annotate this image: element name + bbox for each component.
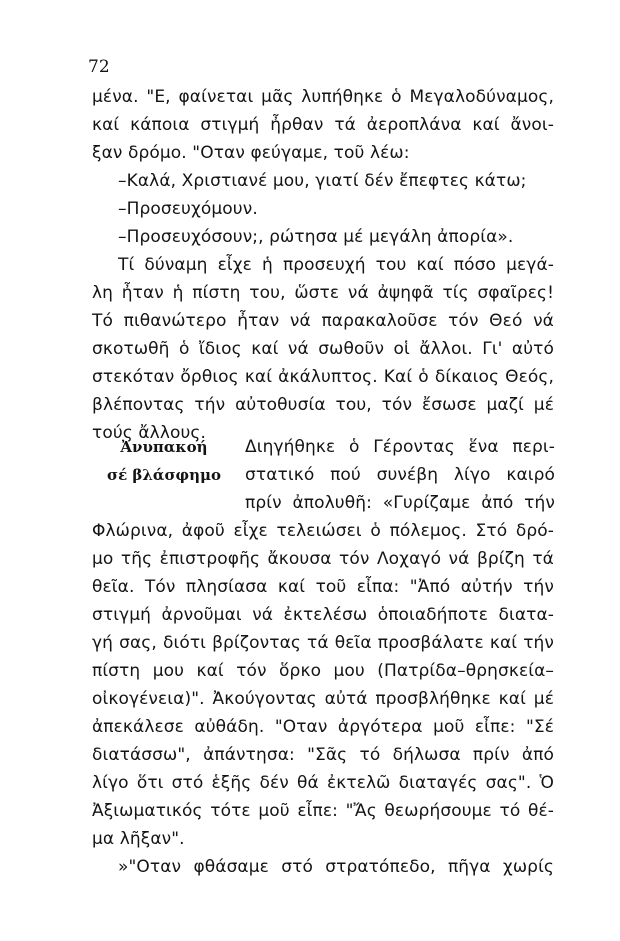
- text-line: –Καλά, Χριστιανέ μου, γιατί δέν ἔπεφτες κάτω;: [118, 171, 527, 191]
- text-line: στεκόταν ὄρθιος καί ἀκάλυπτος. Καί ὁ δίκαιος Θεός,: [92, 367, 554, 387]
- text-line: στιγμή ἀρνοῦμαι νά ἐκτελέσω ὁποιαδήποτε διατα-: [92, 605, 554, 625]
- text-line: »"Οταν φθάσαμε στό στρατόπεδο, πῆγα χωρίς: [118, 857, 554, 877]
- text-line: καί κάποια στιγμή ἦρθαν τά ἀεροπλάνα καί ἄνοι-: [92, 115, 554, 135]
- text-line: στατικό πού συνέβη λίγο καιρό: [245, 465, 555, 485]
- text-line: βλέποντας τήν αὐτοθυσία του, τόν ἔσωσε μαζί μέ: [92, 395, 554, 415]
- text-line: ξαν δρόμο. "Οταν φεύγαμε, τοῦ λέω:: [92, 143, 410, 163]
- text-line: μένα. "Ε, φαίνεται μᾶς λυπήθηκε ὁ Μεγαλοδύναμος,: [92, 87, 554, 107]
- text-line: Τί δύναμη εἶχε ἡ προσευχή του καί πόσο μεγά-: [118, 255, 554, 275]
- text-line: διατάσσω", ἀπάντησα: "Σᾶς τό δήλωσα πρίν ἀπό: [92, 745, 554, 765]
- text-line: Διηγήθηκε ὁ Γέροντας ἕνα περι-: [245, 437, 555, 457]
- text-line: –Προσευχόσουν;, ρώτησα μέ μεγάλη ἀπορία».: [118, 227, 514, 247]
- text-line: οἰκογένεια)". Ἀκούγοντας αὐτά προσβλήθηκε καί μέ: [92, 689, 554, 709]
- text-line: Ἀξιωματικός τότε μοῦ εἶπε: "Ἄς θεωρήσουμε τό θέ-: [92, 801, 554, 821]
- text-line: μα λῆξαν".: [92, 829, 185, 849]
- text-line: Φλώρινα, ἀφοῦ εἶχε τελειώσει ὁ πόλεμος. Στό δρό-: [92, 521, 554, 541]
- text-line: θεῖα. Τόν πλησίασα καί τοῦ εἶπα: "Ἀπό αὐτήν τήν: [92, 577, 554, 597]
- section-heading-line: Ἀνυπακοή: [120, 438, 208, 456]
- text-line: λίγο ὅτι στό ἑξῆς δέν θά ἐκτελῶ διαταγές σας". Ὁ: [92, 773, 554, 793]
- text-line: Τό πιθανώτερο ἦταν νά παρακαλοῦσε τόν Θεό νά: [92, 311, 554, 331]
- text-line: πίστη μου καί τόν ὅρκο μου (Πατρίδα–θρησκεία–: [92, 661, 554, 681]
- text-line: ἀπεκάλεσε αὐθάδη. "Οταν ἀργότερα μοῦ εἶπε: "Σέ: [92, 717, 554, 737]
- text-line: πρίν ἀπολυθῆ: «Γυρίζαμε ἀπό τήν: [245, 493, 555, 513]
- text-line: γή σας, διότι βρίζοντας τά θεῖα προσβάλατε καί τήν: [92, 633, 554, 653]
- text-line: –Προσευχόμουν.: [118, 199, 258, 219]
- page-number: 72: [88, 57, 110, 77]
- text-line: μο τῆς ἐπιστροφῆς ἄκουσα τόν Λοχαγό νά βρίζη τά: [92, 549, 554, 569]
- text-line: σκοτωθῆ ὁ ἴδιος καί νά σωθοῦν οἱ ἄλλοι. Γι' αὐτό: [92, 339, 554, 359]
- text-line: τούς ἄλλους.: [92, 423, 206, 443]
- section-heading: [94, 433, 234, 489]
- text-line: λη ἦταν ἡ πίστη του, ὥστε νά ἀψηφᾶ τίς σφαῖρες!: [92, 283, 554, 303]
- section-heading-line: σέ βλάσφημο: [107, 466, 221, 484]
